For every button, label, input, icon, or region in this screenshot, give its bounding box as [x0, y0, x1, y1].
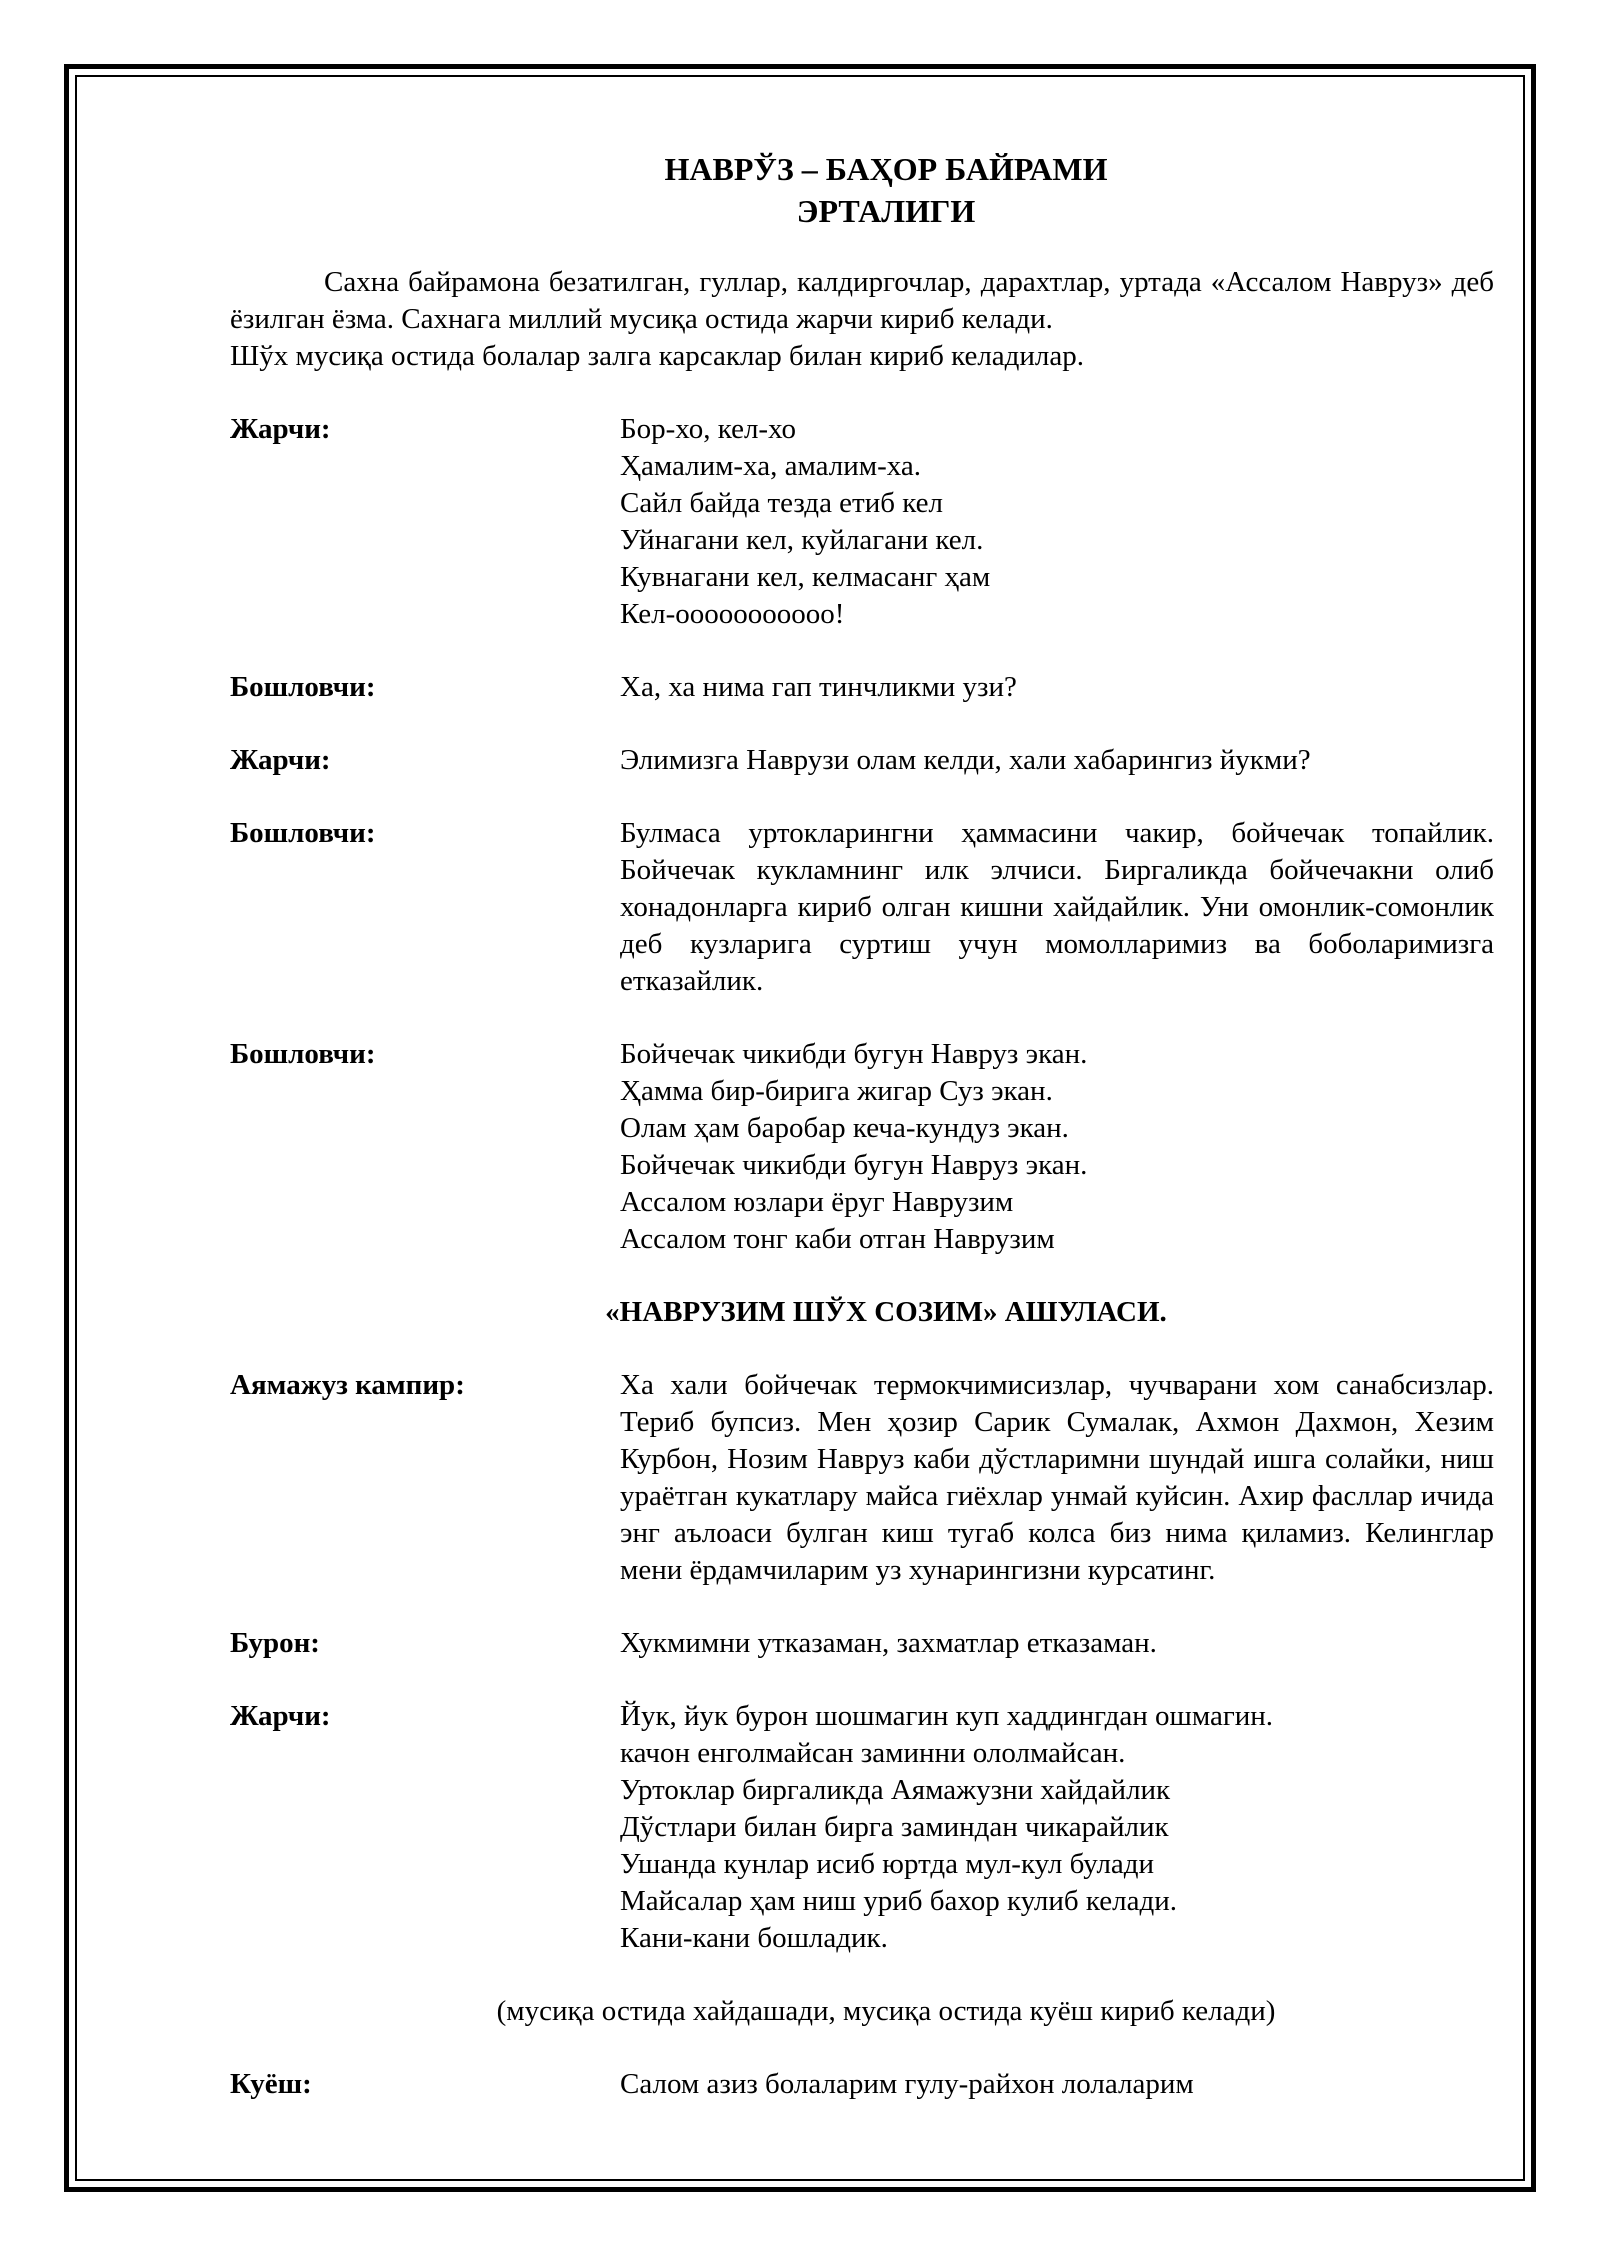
song-title: «НАВРУЗИМ ШЎХ СОЗИМ» АШУЛАСИ. [605, 1296, 1167, 1328]
speaker-name: Жарчи: [230, 413, 331, 445]
dialogue-row [230, 1036, 1494, 1258]
speaker-name: Куёш: [230, 2068, 312, 2100]
stage-direction: (мусиқа остида хайдашади, мусиқа остида куёш кириб келади) [496, 1995, 1276, 2027]
intro-text-1: Сахна байрамона безатилган, гуллар, калдиргочлар, дарахтлар, уртада «Ассалом Навруз» деб ёзилган ёзма. Сахнага миллий мусиқа остида жарчи кириб келади. [230, 266, 1494, 335]
speaker-name: Бурон: [230, 1627, 320, 1659]
verse-line: качон енголмайсан заминни ололмайсан. [620, 1737, 1126, 1769]
speaker-name: Жарчи: [230, 1700, 331, 1732]
dialogue-row [230, 2066, 1494, 2103]
verse-line: Ушанда кунлар исиб юртда мул-кул булади [620, 1848, 1155, 1880]
speech-text: Элимизга Наврузи олам келди, хали хабарингиз йукми? [620, 744, 1311, 776]
dialogue-row [230, 1625, 1494, 1662]
verse-line: Бойчечак чикибди бугун Навруз экан. [620, 1149, 1088, 1181]
speaker-name: Бошловчи: [230, 817, 376, 849]
verse-line: Кани-кани бошладик. [620, 1922, 888, 1954]
speaker-name: Бошловчи: [230, 1038, 376, 1070]
verse-line: Бор-хо, кел-хо [620, 413, 796, 445]
speech-text [620, 1698, 1494, 1957]
speech-text: Хукмимни утказаман, захматлар етказаман. [620, 1627, 1157, 1659]
verse-line: Бойчечак чикибди бугун Навруз экан. [620, 1038, 1088, 1070]
speaker-name: Аямажуз кампир: [230, 1369, 465, 1401]
verse-line: Олам ҳам баробар кеча-кундуз экан. [620, 1112, 1069, 1144]
dialogue-row [230, 411, 1494, 633]
intro-text-2: Шўх мусиқа остида болалар залга карсаклар билан кириб келадилар. [230, 340, 1085, 372]
dialogue-row [230, 815, 1494, 1000]
dialogue-row [230, 669, 1494, 706]
verse-line: Ҳамма бир-бирига жигар Суз экан. [620, 1075, 1053, 1107]
verse-line: Майсалар ҳам ниш уриб бахор кулиб келади. [620, 1885, 1178, 1917]
verse-line: Сайл байда тезда етиб кел [620, 487, 943, 519]
speech-text: Булмаса уртокларингни ҳаммасини чакир, бойчечак топайлик. Бойчечак кукламнинг илк элчиси. Биргаликда бойчечакни олиб хонадонларга кириб олган кишни хайдайлик. Уни омонлик-сомонлик деб кузларига суртиш учун момолларимиз ва боболаримизга етказайлик. [620, 817, 1494, 997]
document-title [278, 148, 1494, 232]
speaker-name: Бошловчи: [230, 671, 376, 703]
verse-line: Уйнагани кел, куйлагани кел. [620, 524, 984, 556]
dialogue-row [230, 742, 1494, 779]
dialogue-row [230, 1367, 1494, 1589]
verse-line: Уртоклар биргаликда Аямажузни хайдайлик [620, 1774, 1171, 1806]
speech-text [620, 1036, 1494, 1258]
dialogue-section-3 [230, 2066, 1494, 2103]
dialogue-row [230, 1698, 1494, 1957]
verse-line: Ҳамалим-ха, амалим-ха. [620, 450, 921, 482]
verse-line: Ассалом юзлари ёруг Наврузим [620, 1186, 1014, 1218]
document-body [230, 148, 1494, 2103]
verse-line: Кувнагани кел, келмасанг ҳам [620, 561, 991, 593]
title-line-2: ЭРТАЛИГИ [796, 193, 976, 229]
verse-line: Йук, йук бурон шошмагин куп хаддингдан ошмагин. [620, 1700, 1274, 1732]
verse-line: Кел-ооооооооооо! [620, 598, 845, 630]
verse-line: Ассалом тонг каби отган Наврузим [620, 1223, 1055, 1255]
intro-paragraph [230, 264, 1494, 375]
speaker-name: Жарчи: [230, 744, 331, 776]
speech-text: Ха, ха нима гап тинчликми узи? [620, 671, 1017, 703]
dialogue-section-1 [230, 411, 1494, 1258]
dialogue-section-2 [230, 1367, 1494, 1957]
speech-text: Салом азиз болаларим гулу-райхон лолаларим [620, 2068, 1194, 2100]
title-line-1: НАВРЎЗ – БАҲОР БАЙРАМИ [664, 151, 1108, 187]
verse-line: Дўстлари билан бирга заминдан чикарайлик [620, 1811, 1169, 1843]
speech-text: Ха хали бойчечак термокчимисизлар, чучварани хом санабсизлар. Териб бупсиз. Мен ҳозир Сарик Сумалак, Ахмон Дахмон, Хезим Курбон, Нозим Навруз каби дўстларимни шундай ишга солайки, ниш ураётган кукатлару майса гиёхлар унмай куйсин. Ахир фасллар ичида энг аълоаси булган киш тугаб колса биз нима қиламиз. Келинглар мени ёрдамчиларим уз хунарингизни курсатинг. [620, 1369, 1494, 1586]
speech-text [620, 411, 1494, 633]
